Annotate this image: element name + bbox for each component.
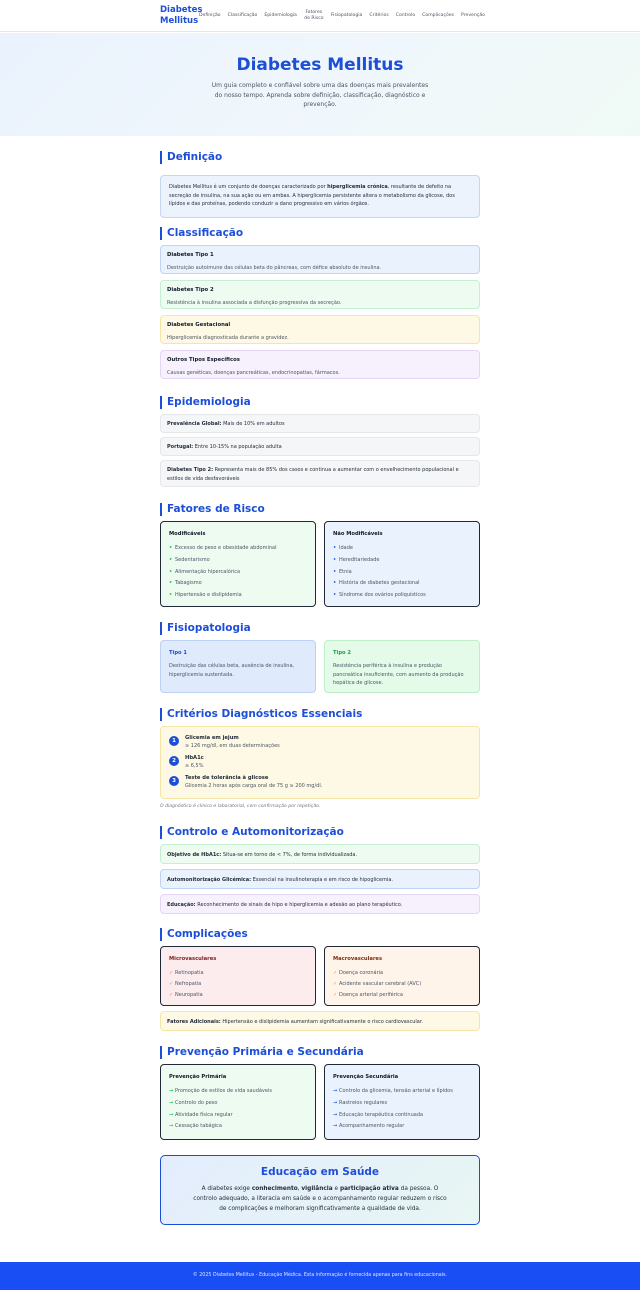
criteria-desc: Glicemia 2 horas após carga oral de 75 g ≥ 200 mg/dl. xyxy=(185,783,323,789)
card-title: Microvasculares xyxy=(169,956,217,962)
step-number-badge: 1 xyxy=(169,736,179,746)
list-item: → Controlo da glicemia, tensão arterial e lípidos xyxy=(333,1088,453,1094)
list-item: • Síndrome dos ovários poliquísticos xyxy=(333,592,426,599)
risk-modifiable-card xyxy=(160,521,316,607)
list-item: • Hereditariedade xyxy=(333,556,380,563)
section-criterios xyxy=(160,708,480,809)
section-heading: Classificação xyxy=(160,227,480,240)
criteria-desc: ≥ 126 mg/dl, em duas determinações xyxy=(185,743,280,749)
section-definicao xyxy=(160,151,480,218)
risk-nonmodifiable-card xyxy=(324,521,480,607)
section-heading: Critérios Diagnósticos Essenciais xyxy=(160,708,480,721)
macro-complications-card xyxy=(324,946,480,1006)
card-title: Macrovasculares xyxy=(333,956,383,962)
nav-link-fatores[interactable]: Fatores de Risco xyxy=(304,10,324,21)
list-item: • Hipertensão e dislipidemia xyxy=(169,592,242,599)
criteria-note: O diagnóstico é clínico e laboratorial, com confirmação por repetição. xyxy=(160,804,321,809)
section-heading: Fatores de Risco xyxy=(160,503,480,516)
additional-factors-box xyxy=(160,1011,480,1031)
class-card-outros xyxy=(160,350,480,379)
list-item: ✓ Acidente vascular cerebral (AVC) xyxy=(333,981,422,987)
card-desc: Hiperglicemia diagnosticada durante a gravidez. xyxy=(167,335,289,341)
section-epidemiologia xyxy=(160,396,480,482)
control-text: Essencial na insulinoterapia e em risco de hipoglicemia. xyxy=(251,877,394,883)
section-controlo xyxy=(160,826,480,908)
nav-link-definicao[interactable]: Definição xyxy=(199,13,221,18)
list-item: → Rastreios regulares xyxy=(333,1099,388,1106)
control-label: Objetivo de HbA1c: xyxy=(167,852,222,858)
epi-item xyxy=(160,437,480,456)
list-item: • Idade xyxy=(333,545,353,551)
criteria-title: Teste de tolerância à glicose xyxy=(185,775,269,781)
top-navbar xyxy=(0,0,640,32)
list-item: → Controlo do peso xyxy=(169,1099,218,1106)
section-heading: Fisiopatologia xyxy=(160,622,480,635)
list-item: → Educação terapêutica continuada xyxy=(333,1111,424,1118)
education-text: A diabetes exige conhecimento, vigilância e participação ativa da pessoa. O controlo adequado, a literacia em saúde e o acompanhamento regular reduzem o risco de complicações e melhoram significativamente a qualidade de vida. xyxy=(193,1186,447,1213)
list-item: • Excesso de peso e obesidade abdominal xyxy=(169,545,277,551)
list-item: → Promoção de estilos de vida saudáveis xyxy=(169,1088,272,1094)
control-item xyxy=(160,844,480,864)
criteria-title: Glicemia em jejum xyxy=(185,735,239,741)
list-item: • História de diabetes gestacional xyxy=(333,580,420,587)
list-item: • Sedentarismo xyxy=(169,556,210,563)
additional-label: Fatores Adicionais: xyxy=(167,1019,221,1025)
epi-item xyxy=(160,414,480,433)
list-item: ✓ Retinopatia xyxy=(169,970,204,976)
definition-box xyxy=(160,175,480,218)
nav-links xyxy=(199,4,496,28)
brand-line-1: Diabetes xyxy=(160,5,203,15)
section-heading: Definição xyxy=(160,151,480,164)
secondary-prevention-card xyxy=(324,1064,480,1140)
card-title: Diabetes Tipo 2 xyxy=(167,287,214,293)
card-title: Prevenção Secundária xyxy=(333,1074,399,1080)
control-text: Reconhecimento de sinais de hipo e hiperglicemia e adesão ao plano terapêutico. xyxy=(195,902,403,908)
brand-line-2: Mellitus xyxy=(160,16,199,26)
card-desc: Resistência à insulina associada a disfunção progressiva da secreção. xyxy=(167,300,342,306)
brand-logo[interactable] xyxy=(160,5,202,27)
nav-link-criterios[interactable]: Critérios xyxy=(369,13,389,18)
nav-link-epidemiologia[interactable]: Epidemiologia xyxy=(264,13,297,18)
control-item xyxy=(160,869,480,889)
card-desc: Destruição autoimune das células beta do pâncreas, com défice absoluto de insulina. xyxy=(167,265,382,271)
epi-text: Entre 10-15% na população adulta xyxy=(193,444,282,450)
education-title: Educação em Saúde xyxy=(260,1166,380,1178)
list-item: → Cessação tabágica xyxy=(169,1123,222,1130)
list-item: ✓ Doença coronária xyxy=(333,970,384,976)
section-prevencao xyxy=(160,1046,480,1130)
footer xyxy=(0,1262,640,1290)
epi-item xyxy=(160,460,480,487)
list-item: ✓ Neuropatia xyxy=(169,992,203,998)
criteria-box xyxy=(160,726,480,799)
card-title: Diabetes Tipo 1 xyxy=(167,252,214,258)
section-classificacao xyxy=(160,227,480,376)
nav-link-fisiopatologia[interactable]: Fisiopatologia xyxy=(330,13,363,18)
definition-text: Diabetes Mellitus é um conjunto de doenças caracterizado por xyxy=(169,184,328,190)
epi-label: Diabetes Tipo 2: xyxy=(167,467,214,473)
control-text: Situa-se em torno de < 7%, de forma individualizada. xyxy=(221,852,358,858)
card-title: Diabetes Gestacional xyxy=(167,322,231,328)
step-number-badge: 3 xyxy=(169,776,179,786)
card-title: Tipo 1 xyxy=(169,650,188,656)
section-fatores xyxy=(160,503,480,599)
physio-tipo2-card xyxy=(324,640,480,693)
physio-tipo1-card xyxy=(160,640,316,693)
step-number-badge: 2 xyxy=(169,756,179,766)
micro-complications-card xyxy=(160,946,316,1006)
card-title: Prevenção Primária xyxy=(169,1074,227,1080)
list-item: → Atividade física regular xyxy=(169,1111,233,1118)
definition-text-rest: , resultante de defeito na secreção de insulina, na sua ação ou em ambas. A hiperglicemia persistente altera o metabolismo da glicose, dos lípidos e das proteínas, podendo conduzir a dano progressivo em vários órgãos. xyxy=(169,184,455,208)
control-label: Automonitorização Glicémica: xyxy=(167,877,252,883)
control-item xyxy=(160,894,480,914)
list-item: • Etnia xyxy=(333,568,352,575)
card-title: Modificáveis xyxy=(169,531,206,537)
list-item: • Alimentação hipercalórica xyxy=(169,568,241,575)
section-heading: Epidemiologia xyxy=(160,396,480,409)
section-heading: Prevenção Primária e Secundária xyxy=(160,1046,480,1059)
epi-label: Portugal: xyxy=(167,444,194,450)
hero-title: Diabetes Mellitus xyxy=(236,55,404,75)
list-item: → Acompanhamento regular xyxy=(333,1123,405,1130)
criteria-title: HbA1c xyxy=(185,755,204,761)
additional-text: Hipertensão e dislipidemia aumentam significativamente o risco cardiovascular. xyxy=(220,1019,424,1025)
card-title: Não Modificáveis xyxy=(333,531,383,537)
section-heading: Complicações xyxy=(160,928,480,941)
epi-text: Mais de 10% em adultos xyxy=(221,421,285,427)
nav-link-controlo[interactable]: Controlo xyxy=(395,13,416,18)
class-card-tipo2 xyxy=(160,280,480,309)
card-desc: Destruição das células beta, ausência de insulina, hiperglicemia sustentada. xyxy=(169,663,295,678)
list-item: • Tabagismo xyxy=(169,580,202,587)
hero-section xyxy=(0,33,640,136)
criteria-desc: ≥ 6,5% xyxy=(185,763,204,769)
hero-subtitle: Um guia completo e confiável sobre uma das doenças mais prevalentes do nosso tempo. Aprenda sobre definição, classificação, diagnóstico e prevenção. xyxy=(211,82,429,108)
section-fisiopatologia xyxy=(160,622,480,687)
footer-text: © 2025 Diabetes Mellitus - Educação Médica. Esta informação é fornecida apenas para fins educacionais. xyxy=(192,1273,448,1278)
card-title: Tipo 2 xyxy=(333,650,352,656)
class-card-gestacional xyxy=(160,315,480,344)
epi-label: Prevalência Global: xyxy=(167,421,222,427)
list-item: ✓ Doença arterial periférica xyxy=(333,992,403,998)
health-education-box xyxy=(160,1155,480,1225)
card-desc: Resistência periférica à insulina e produção pancreática insuficiente, com aumento da produção hepática de glicose. xyxy=(333,663,464,687)
primary-prevention-card xyxy=(160,1064,316,1140)
nav-link-classificacao[interactable]: Classificação xyxy=(227,13,258,18)
card-desc: Causas genéticas, doenças pancreáticas, endocrinopatias, fármacos. xyxy=(167,370,340,376)
section-complicacoes xyxy=(160,928,480,1025)
definition-highlight: hiperglicemia crónica xyxy=(327,184,388,190)
nav-link-prevencao[interactable]: Prevenção xyxy=(461,13,485,18)
nav-link-complicacoes[interactable]: Complicações xyxy=(422,13,455,18)
control-label: Educação: xyxy=(167,902,196,908)
class-card-tipo1 xyxy=(160,245,480,274)
card-title: Outros Tipos Específicos xyxy=(167,357,240,363)
epi-text: Representa mais de 85% dos casos e continua a aumentar com o envelhecimento populacional e estilos de vida desfavoráveis xyxy=(167,467,459,482)
section-heading: Controlo e Automonitorização xyxy=(160,826,480,839)
list-item: ✓ Nefropatia xyxy=(169,981,202,987)
